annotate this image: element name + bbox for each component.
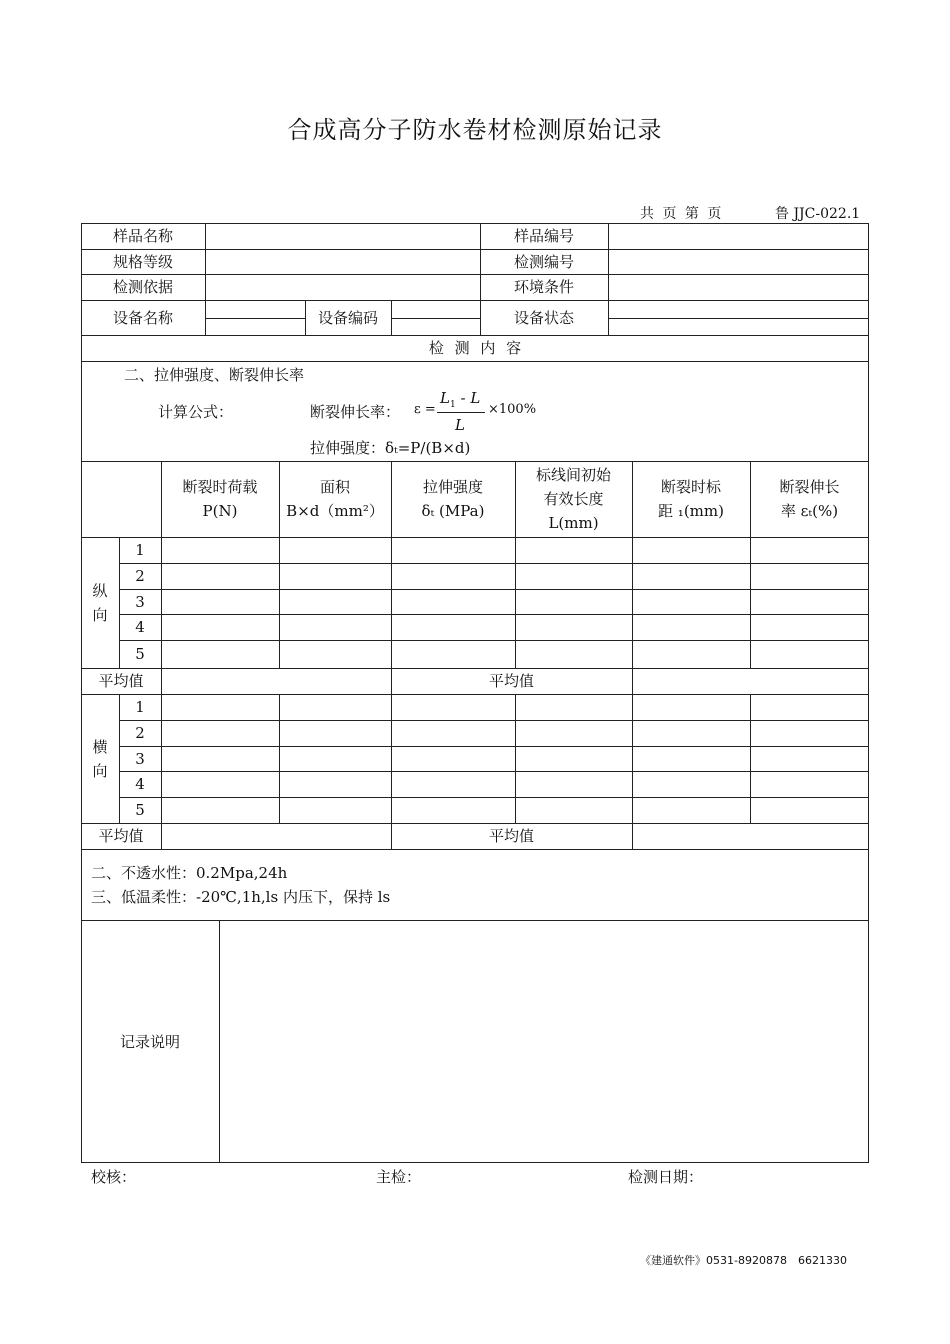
equipment-name-label: 设备名称 <box>112 308 173 327</box>
col-break-line2: 距 ₁(mm) <box>658 502 724 520</box>
longitudinal-label-1: 纵 <box>92 581 108 600</box>
col-break-header <box>632 461 750 537</box>
environment-label: 环境条件 <box>513 278 574 296</box>
col-gauge-header <box>515 461 632 537</box>
equipment-code-label: 设备编码 <box>317 308 378 327</box>
numerator-subscript: 1 <box>449 400 456 410</box>
low-temp-test: 三、低温柔性：-20℃,1h,ls 内压下，保持 ls <box>91 888 391 906</box>
col-area-line1: 面积 <box>319 478 350 496</box>
test-no-label: 检测编号 <box>513 252 574 271</box>
test-date-label: 检测日期： <box>628 1168 704 1186</box>
longitudinal-row-no: 2 <box>135 567 145 585</box>
section-header: 检 测 内 容 <box>428 339 522 357</box>
transverse-row-no: 4 <box>135 775 145 793</box>
col-break-line1: 断裂时标 <box>660 478 721 496</box>
formula-label: 计算公式： <box>158 403 234 421</box>
transverse-row-no: 3 <box>135 749 145 768</box>
transverse-row-no: 2 <box>135 724 145 742</box>
inspector-label: 主检： <box>376 1168 422 1186</box>
longitudinal-average-label-2: 平均值 <box>488 672 534 690</box>
col-gauge-line1: 标线间初始 <box>535 466 611 484</box>
transverse-label-1: 横 <box>92 737 108 756</box>
col-gauge-line3: L(mm) <box>548 514 599 532</box>
col-strength-line1: 拉伸强度 <box>422 478 483 496</box>
longitudinal-average-label: 平均值 <box>98 672 144 690</box>
sample-name-label: 样品名称 <box>112 227 173 245</box>
col-elong-line1: 断裂伸长 <box>779 478 840 496</box>
equipment-status-label: 设备状态 <box>513 308 574 327</box>
longitudinal-row-no: 3 <box>135 592 145 611</box>
col-strength-header <box>391 461 515 537</box>
col-gauge-line2: 有效长度 <box>543 490 604 508</box>
fraction-bar <box>437 412 485 413</box>
col-load-line2: P(N) <box>202 502 238 520</box>
elongation-formula-label: 断裂伸长率： <box>310 403 401 421</box>
longitudinal-row-no: 1 <box>135 541 145 559</box>
footer-software: 《建通软件》0531-8920878 6621330 <box>640 1254 847 1267</box>
transverse-label-2: 向 <box>92 761 108 780</box>
sample-no-label: 样品编号 <box>513 227 574 245</box>
reviewer-label: 校核： <box>91 1168 137 1186</box>
spec-grade-label: 规格等级 <box>112 252 173 271</box>
form-code: 鲁 JJC-022.1 <box>775 206 861 222</box>
times-100: ×100% <box>488 402 537 417</box>
col-load-line1: 断裂时荷载 <box>182 478 258 496</box>
test-basis-label: 检测依据 <box>112 278 173 296</box>
formula-numerator <box>440 389 480 410</box>
remarks-area[interactable] <box>220 921 868 1162</box>
transverse-average-label: 平均值 <box>98 827 144 845</box>
longitudinal-label <box>81 537 119 668</box>
col-strength-line2: δₜ (MPa) <box>421 502 485 520</box>
col-load-header <box>161 461 279 537</box>
page-title: 合成高分子防水卷材检测原始记录 <box>287 116 663 144</box>
longitudinal-row-no: 5 <box>135 645 145 663</box>
strength-formula: 拉伸强度：δₜ=P/(B×d) <box>310 439 471 457</box>
col-elong-line2: 率 εₜ(%) <box>780 502 839 520</box>
remarks-label: 记录说明 <box>119 1032 180 1051</box>
numerator-l1: L <box>440 389 450 407</box>
epsilon-symbol: ε = <box>414 402 436 417</box>
transverse-label <box>81 694 119 823</box>
page-info: 共 页 第 页 <box>640 206 722 222</box>
numerator-rest: - L <box>460 389 481 407</box>
transverse-row-no: 5 <box>135 801 145 819</box>
transverse-average-label-2: 平均值 <box>488 827 534 845</box>
col-area-line2: B×d（mm²） <box>286 502 384 520</box>
longitudinal-label-2: 向 <box>92 605 108 624</box>
tensile-heading: 二、拉伸强度、断裂伸长率 <box>124 366 305 384</box>
transverse-row-no: 1 <box>135 698 145 716</box>
formula-denominator: L <box>455 416 465 434</box>
col-elong-header <box>750 461 869 537</box>
impermeability-test: 二、不透水性：0.2Mpa,24h <box>91 864 288 882</box>
longitudinal-row-no: 4 <box>135 618 145 636</box>
col-area-header <box>279 461 391 537</box>
